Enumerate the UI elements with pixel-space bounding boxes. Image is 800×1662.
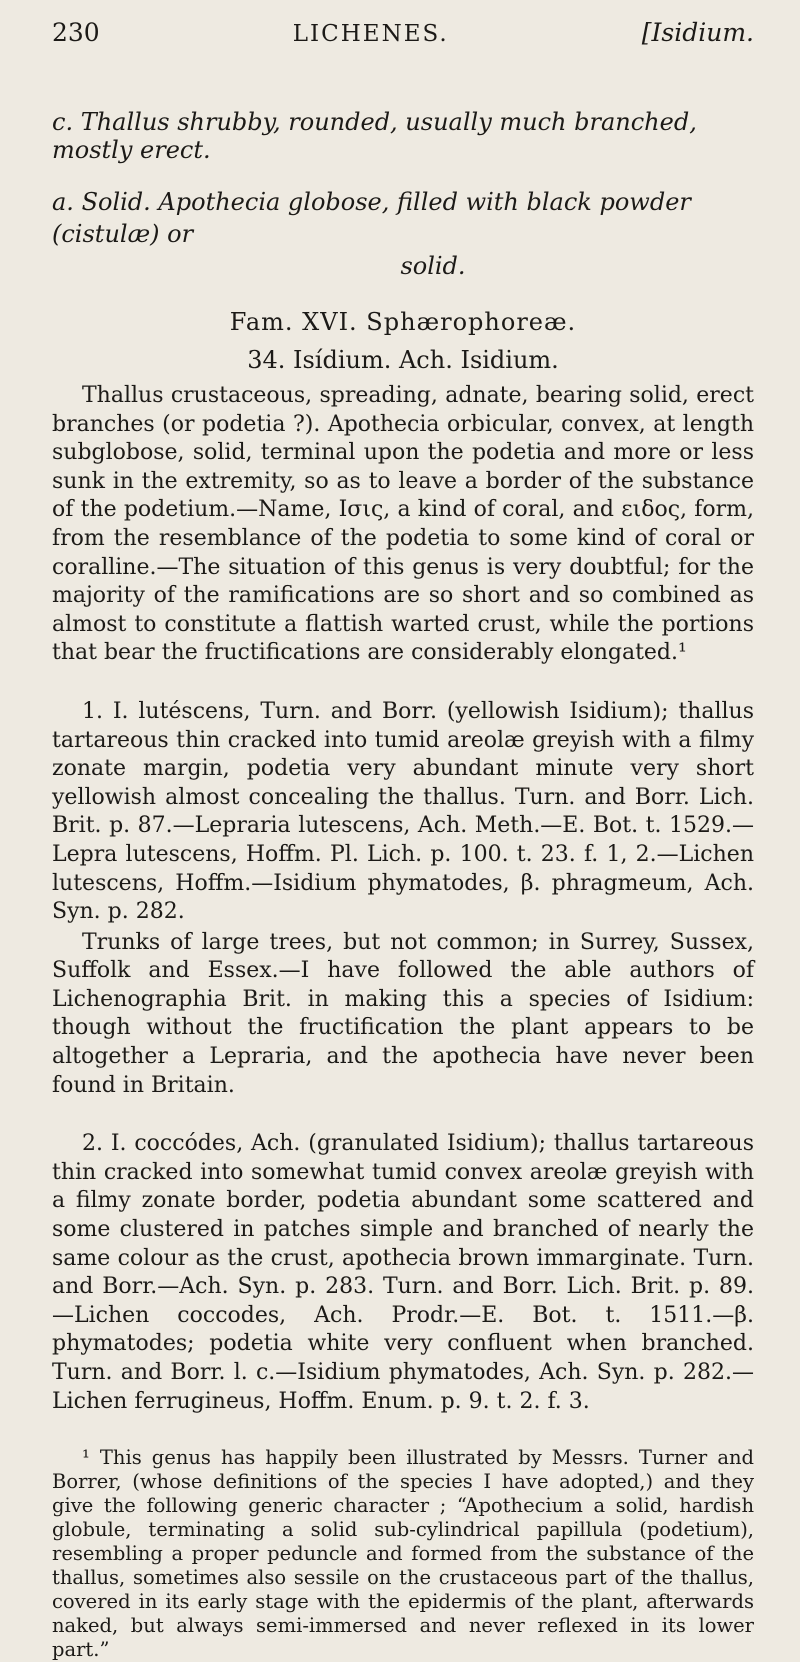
running-section: [Isidium. bbox=[641, 18, 754, 47]
footnote: ¹ This genus has happily been illustrated by Messrs. Turner and Borrer, (whose definitions of the species I have adopted,) and they give the following generic character ; “Apothecium a solid, hardish globule, terminating a solid sub-cylindrical papillula (podetium), resembling a proper peduncle and formed from the substance of the thallus, sometimes also sessile on the crustaceous part of the thallus, covered in its early stage with the epidermis of the plant, afterwards naked, but always semi-immersed and never reflexed in its lower part.” bbox=[52, 1446, 754, 1662]
genus-heading: 34. Isídium. Ach. Isidium. bbox=[247, 346, 559, 374]
page-number: 230 bbox=[52, 18, 100, 47]
key-line-c: c. Thallus shrubby, rounded, usually much branched, mostly erect. bbox=[52, 108, 697, 164]
key-line-a-text: a. Solid. Apothecia globose, filled with black powder (cistulæ) or bbox=[52, 188, 691, 248]
species-1-description: 1. I. lutéscens, Turn. and Borr. (yellowish Isidium); thallus tartareous thin cracked into tumid areolæ greyish with a filmy zonate margin, podetia very abundant minute very short yellowish almost concealing the thallus. Turn. and Borr. Lich. Brit. p. 87.—Lepraria lutescens, Ach. Meth.—E. Bot. t. 1529.—Lepra lutescens, Hoffm. Pl. Lich. p. 100. t. 23. f. 1, 2.—Lichen lutescens, Hoffm.—Isidium phymatodes, β. phragmeum, Ach. Syn. p. 282. bbox=[52, 698, 754, 925]
genus-description: Thallus crustaceous, spreading, adnate, bearing solid, erect branches (or podetia ?). Apothecia orbicular, convex, at length subglobose, solid, terminal upon the podetia and more or less sunk in the extremity, so as to leave a border of the substance of the podetium.—Name, Ισις, a kind of coral, and ειδος, form, from the resemblance of the podetia to some kind of coral or coralline.—The situation of this genus is very doubtful; for the majority of the ramifications are so short and so combined as almost to constitute a flattish warted crust, while the portions that bear the fructifications are considerably elongated.¹ bbox=[52, 383, 754, 666]
species-1-habitat: Trunks of large trees, but not common; in Surrey, Sussex, Suffolk and Essex.—I have followed the able authors of Lichenographia Brit. in making this a species of Isidium: though without the fructification the plant appears to be altogether a Lepraria, and the apothecia have never been found in Britain. bbox=[52, 929, 754, 1098]
species-2-description: 2. I. coccódes, Ach. (granulated Isidium); thallus tartareous thin cracked into somewhat tumid convex areolæ greyish with a filmy zonate border, podetia abundant some scattered and some clustered in patches simple and branched of nearly the same colour as the crust, apothecia brown immarginate. Turn. and Borr.—Ach. Syn. p. 283. Turn. and Borr. Lich. Brit. p. 89.—Lichen coccodes, Ach. Prodr.—E. Bot. t. 1511.—β. phymatodes; podetia white very confluent when branched. Turn. and Borr. l. c.—Isidium phymatodes, Ach. Syn. p. 282.—Lichen ferrugineus, Hoffm. Enum. p. 9. t. 2. f. 3. bbox=[52, 1131, 754, 1414]
running-header bbox=[52, 18, 754, 62]
running-title: LICHENES. bbox=[292, 21, 449, 47]
key-line-a bbox=[52, 186, 754, 282]
key-line-a-cont: solid. bbox=[400, 252, 466, 280]
family-heading: Fam. XVI. Sphærophoreæ. bbox=[229, 308, 577, 336]
